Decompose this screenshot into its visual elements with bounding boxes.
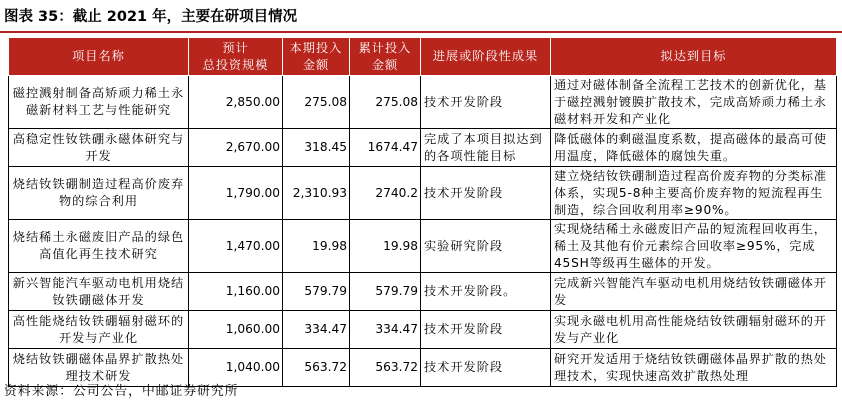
- progress-stage: 完成了本项目拟达到的各项性能目标: [421, 129, 551, 167]
- cumulative-investment: 334.47: [350, 311, 421, 349]
- project-name: 高稳定性钕铁硼永磁体研究与开发: [9, 129, 189, 167]
- total-investment: 1,470.00: [189, 220, 283, 273]
- progress-stage: 实验研究阶段: [421, 220, 551, 273]
- current-investment: 318.45: [283, 129, 350, 167]
- current-investment: 19.98: [283, 220, 350, 273]
- project-name: 烧结钕铁硼制造过程高价废弃物的综合利用: [9, 167, 189, 220]
- target-goal: 研究开发适用于烧结钕铁硼磁体晶界扩散的热处理技术，实现快速高效扩散热处理: [551, 349, 837, 387]
- table-row: [9, 76, 837, 129]
- target-goal: 实现烧结稀土永磁废旧产品的短流程回收再生，稀土及其他有价元素综合回收率≥95%，完成45SH等级再生磁体的开发。: [551, 220, 837, 273]
- target-goal: 通过对磁体制备全流程工艺技术的创新优化，基于磁控溅射镀膜扩散技术，完成高矫顽力稀土永磁材料开发和产业化: [551, 76, 837, 129]
- current-investment: 563.72: [283, 349, 350, 387]
- current-investment: 275.08: [283, 76, 350, 129]
- cumulative-investment: 563.72: [350, 349, 421, 387]
- source-note: 资料来源：公司公告，中邮证券研究所: [4, 384, 239, 399]
- table-row: [9, 129, 837, 167]
- project-name: 烧结稀土永磁废旧产品的绿色高值化再生技术研究: [9, 220, 189, 273]
- cumulative-investment: 2740.2: [350, 167, 421, 220]
- progress-stage: 技术开发阶段: [421, 311, 551, 349]
- title-divider: [0, 31, 842, 33]
- table-header-row: [9, 38, 837, 76]
- current-investment: 2,310.93: [283, 167, 350, 220]
- project-name: 磁控溅射制备高矫顽力稀土永磁新材料工艺与性能研究: [9, 76, 189, 129]
- project-name: 烧结钕铁硼磁体晶界扩散热处理技术研发: [9, 349, 189, 387]
- progress-stage: 技术开发阶段。: [421, 273, 551, 311]
- total-investment: 1,060.00: [189, 311, 283, 349]
- figure-title: 图表 35：截止 2021 年，主要在研项目情况: [4, 9, 298, 25]
- cumulative-investment: 1674.47: [350, 129, 421, 167]
- table-row: [9, 311, 837, 349]
- total-investment: 1,040.00: [189, 349, 283, 387]
- cumulative-investment: 275.08: [350, 76, 421, 129]
- total-investment: 1,790.00: [189, 167, 283, 220]
- header-progress: 进展或阶段性成果: [421, 38, 551, 76]
- table-row: [9, 273, 837, 311]
- cumulative-investment: 579.79: [350, 273, 421, 311]
- target-goal: 降低磁体的剩磁温度系数，提高磁体的最高可使用温度，降低磁体的腐蚀失重。: [551, 129, 837, 167]
- header-project-name: 项目名称: [9, 38, 189, 76]
- project-name: 新兴智能汽车驱动电机用烧结钕铁硼磁体开发: [9, 273, 189, 311]
- projects-table: [8, 37, 837, 387]
- progress-stage: 技术开发阶段: [421, 76, 551, 129]
- target-goal: 完成新兴智能汽车驱动电机用烧结钕铁硼磁体开发: [551, 273, 837, 311]
- header-target: 拟达到目标: [551, 38, 837, 76]
- total-investment: 2,670.00: [189, 129, 283, 167]
- header-current-investment: 本期投入 金额: [283, 38, 350, 76]
- table-row: [9, 220, 837, 273]
- target-goal: 实现永磁电机用高性能烧结钕铁硼辐射磁环的开发与产业化: [551, 311, 837, 349]
- target-goal: 建立烧结钕铁硼制造过程高价废弃物的分类标准体系，实现5-8种主要高价废弃物的短流程再生制造，综合回收利用率≥90%。: [551, 167, 837, 220]
- header-total-investment: 预计 总投资规模: [189, 38, 283, 76]
- table-row: [9, 167, 837, 220]
- cumulative-investment: 19.98: [350, 220, 421, 273]
- current-investment: 334.47: [283, 311, 350, 349]
- total-investment: 2,850.00: [189, 76, 283, 129]
- current-investment: 579.79: [283, 273, 350, 311]
- progress-stage: 技术开发阶段: [421, 167, 551, 220]
- header-cumulative-investment: 累计投入 金额: [350, 38, 421, 76]
- project-name: 高性能烧结钕铁硼辐射磁环的开发与产业化: [9, 311, 189, 349]
- progress-stage: 技术开发阶段: [421, 349, 551, 387]
- total-investment: 1,160.00: [189, 273, 283, 311]
